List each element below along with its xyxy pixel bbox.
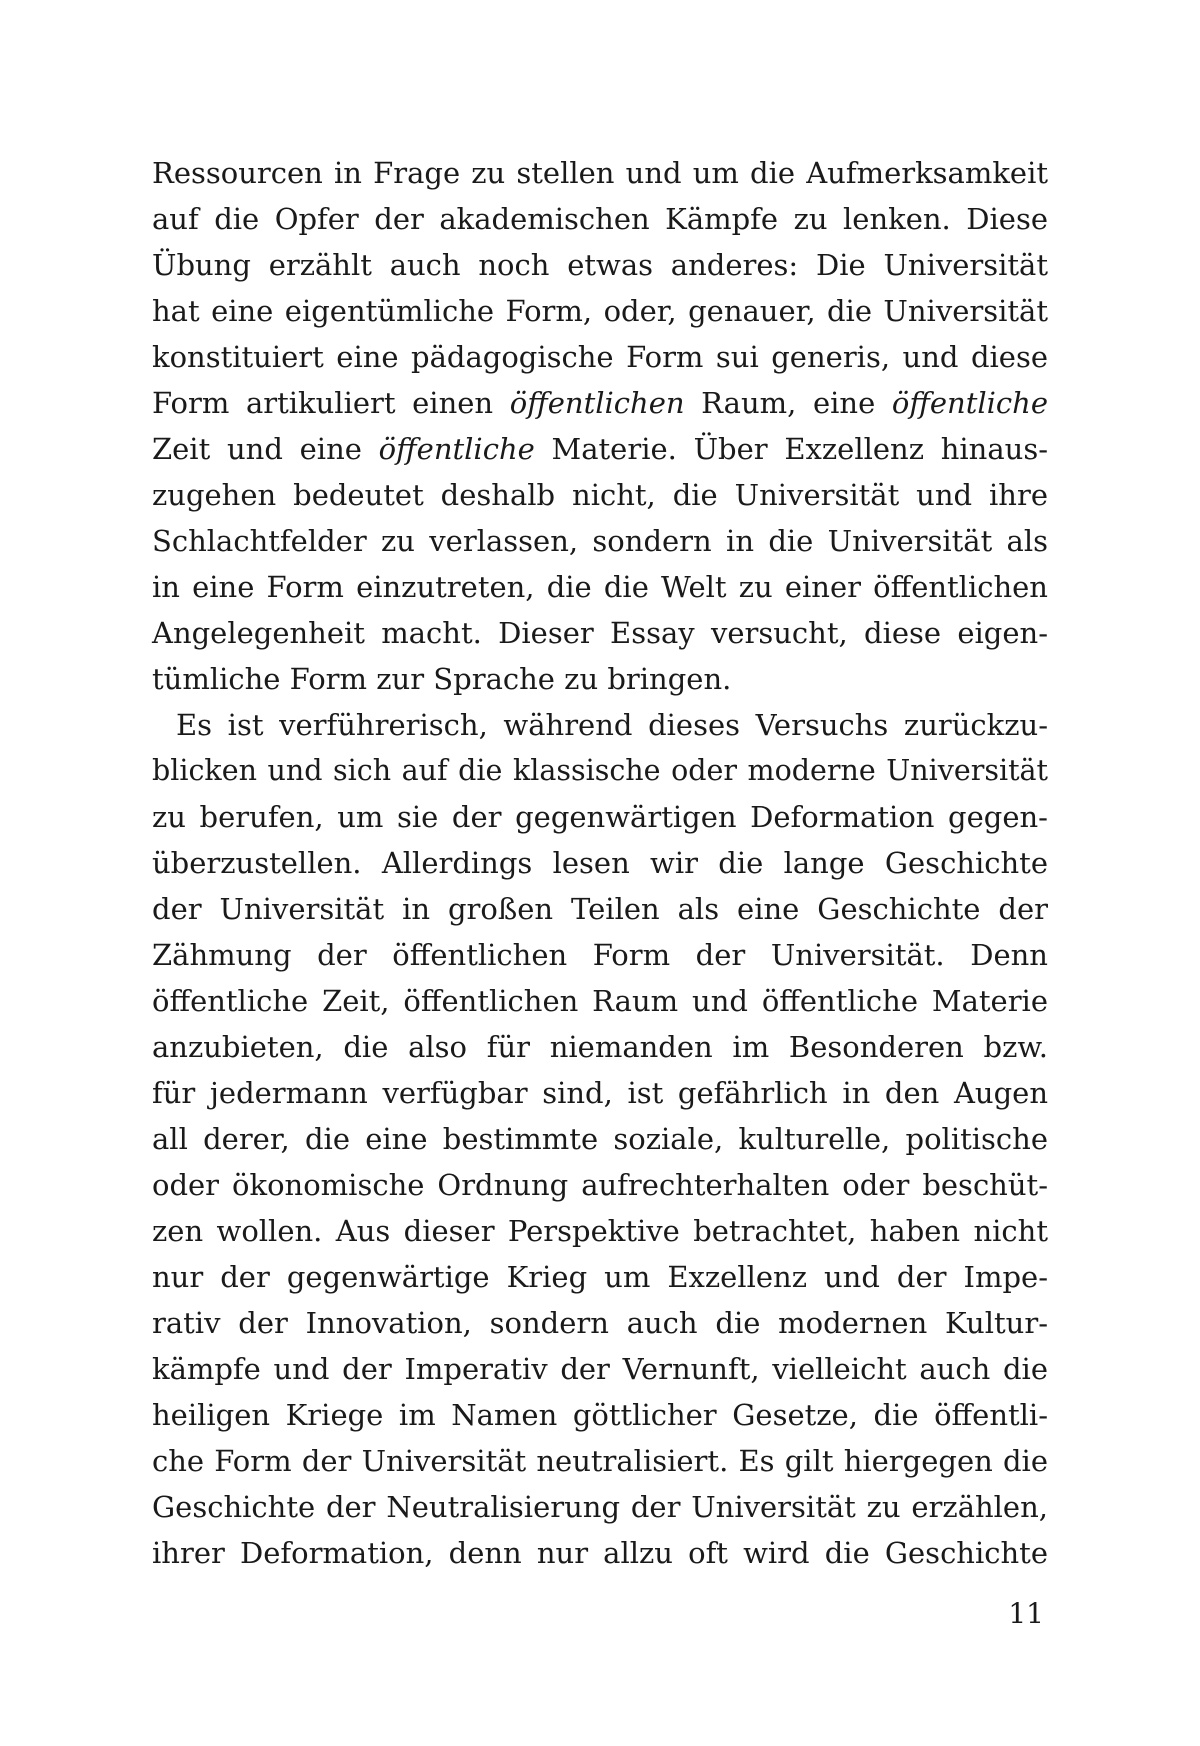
text-span: Raum, eine: [684, 386, 892, 420]
text-line: oder ökonomische Ordnung aufrechterhalten oder beschüt-: [152, 1168, 1048, 1202]
text-line: auf die Opfer der akademischen Kämpfe zu lenken. Diese: [152, 202, 1048, 236]
text-line: für jedermann verfügbar sind, ist gefährlich in den Augen: [152, 1076, 1048, 1110]
body-text: [152, 150, 1048, 1576]
text-span: Materie. Über Exzellenz hinaus-: [534, 432, 1048, 466]
text-line: [152, 380, 1048, 426]
text-line: Geschichte der Neutralisierung der Universität zu erzählen,: [152, 1490, 1048, 1524]
text-line: Zähmung der öffentlichen Form der Universität. Denn: [152, 938, 1048, 972]
page-number: 11: [1008, 1597, 1044, 1630]
text-line: anzubieten, die also für niemanden im Besonderen bzw.: [152, 1030, 1048, 1064]
text-line: hat eine eigentümliche Form, oder, genauer, die Universität: [152, 294, 1048, 328]
text-line: heiligen Kriege im Namen göttlicher Gesetze, die öffentli-: [152, 1398, 1048, 1432]
text-line: Übung erzählt auch noch etwas anderes: Die Universität: [152, 248, 1048, 282]
text-line: überzustellen. Allerdings lesen wir die lange Geschichte: [152, 846, 1048, 880]
text-line: all derer, die eine bestimmte soziale, kulturelle, politische: [152, 1122, 1048, 1156]
italic-text: öffentliche: [378, 432, 535, 466]
text-line: Ressourcen in Frage zu stellen und um die Aufmerksamkeit: [152, 156, 1048, 190]
text-line: tümliche Form zur Sprache zu bringen.: [152, 662, 732, 696]
text-line: in eine Form einzutreten, die die Welt zu einer öffentlichen: [152, 570, 1048, 604]
text-line: [152, 426, 1048, 472]
text-line: blicken und sich auf die klassische oder moderne Universität: [152, 754, 1048, 787]
text-line: zugehen bedeutet deshalb nicht, die Universität und ihre: [152, 478, 1048, 512]
italic-text: öffentliche: [891, 386, 1048, 420]
text-line: kämpfe und der Imperativ der Vernunft, vielleicht auch die: [152, 1352, 1048, 1386]
text-line: Schlachtfelder zu verlassen, sondern in die Universität als: [152, 524, 1048, 558]
italic-text: öffentlichen: [509, 386, 685, 420]
text-line: Angelegenheit macht. Dieser Essay versucht, diese eigen-: [152, 616, 1048, 650]
text-line: öffentliche Zeit, öffentlichen Raum und öffentliche Materie: [152, 984, 1048, 1018]
text-line: ihrer Deformation, denn nur allzu oft wird die Geschichte: [152, 1536, 1048, 1570]
text-line: rativ der Innovation, sondern auch die modernen Kultur-: [152, 1306, 1048, 1340]
text-line: nur der gegenwärtige Krieg um Exzellenz und der Impe-: [152, 1260, 1048, 1294]
text-line: che Form der Universität neutralisiert. Es gilt hiergegen die: [152, 1444, 1048, 1478]
text-line: der Universität in großen Teilen als eine Geschichte der: [152, 892, 1048, 926]
text-line: konstituiert eine pädagogische Form sui generis, und diese: [152, 340, 1048, 374]
text-line: zen wollen. Aus dieser Perspektive betrachtet, haben nicht: [152, 1214, 1048, 1248]
text-line: Es ist verführerisch, während dieses Versuchs zurückzu-: [176, 708, 1048, 742]
text-span: Zeit und eine: [152, 432, 379, 466]
text-span: Form artikuliert einen: [152, 386, 510, 420]
text-line: zu berufen, um sie der gegenwärtigen Deformation gegen-: [152, 800, 1048, 834]
